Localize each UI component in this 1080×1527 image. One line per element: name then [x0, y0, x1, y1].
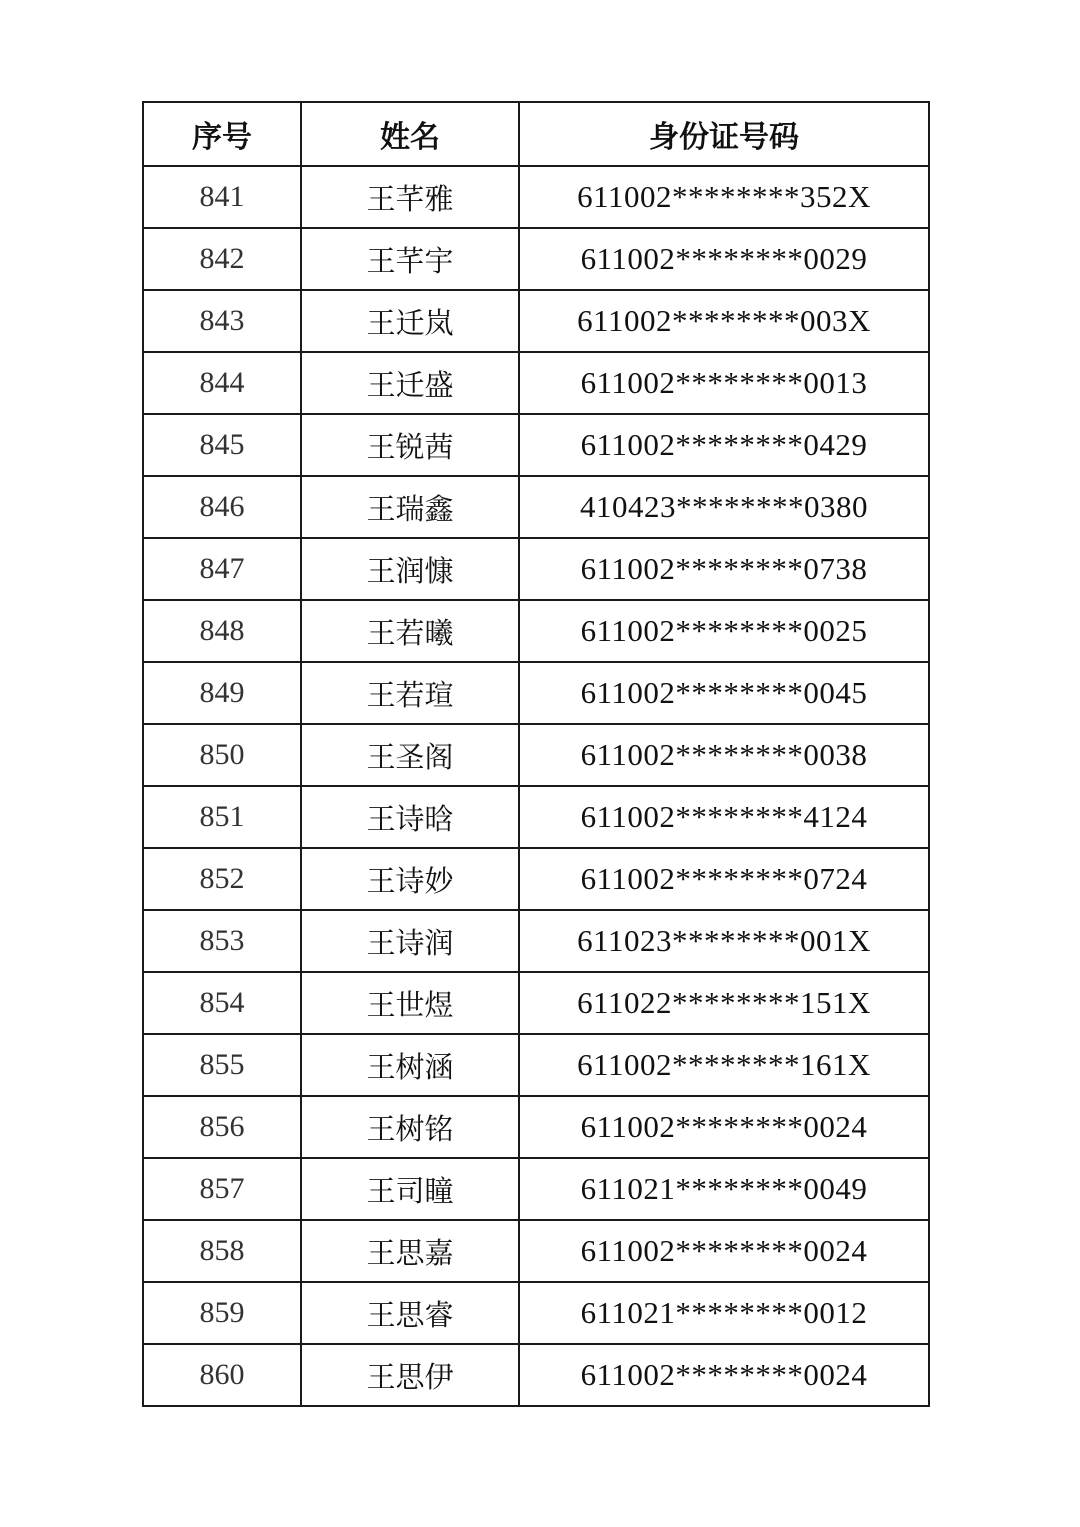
row-id-number: 410423********0380: [519, 476, 929, 538]
row-name: 王锐茜: [301, 414, 519, 476]
row-name: 王世煜: [301, 972, 519, 1034]
table-row: [143, 166, 929, 228]
row-seq: 854: [143, 972, 301, 1034]
row-id-number: 611002********0429: [519, 414, 929, 476]
row-name: 王若瑄: [301, 662, 519, 724]
row-id-number: 611022********151X: [519, 972, 929, 1034]
table-row: [143, 414, 929, 476]
roster-table: [142, 101, 930, 1407]
header-seq: 序号: [143, 102, 301, 166]
row-id-number: 611002********161X: [519, 1034, 929, 1096]
table-row: [143, 476, 929, 538]
row-name: 王迁岚: [301, 290, 519, 352]
row-id-number: 611002********0025: [519, 600, 929, 662]
table-row: [143, 538, 929, 600]
row-id-number: 611023********001X: [519, 910, 929, 972]
row-name: 王圣阁: [301, 724, 519, 786]
row-name: 王司瞳: [301, 1158, 519, 1220]
table-row: [143, 1096, 929, 1158]
row-id-number: 611002********0045: [519, 662, 929, 724]
row-name: 王思睿: [301, 1282, 519, 1344]
row-name: 王芊雅: [301, 166, 519, 228]
roster-sheet: [142, 101, 930, 1407]
table-row: [143, 910, 929, 972]
row-seq: 848: [143, 600, 301, 662]
table-row: [143, 600, 929, 662]
row-id-number: 611002********0024: [519, 1220, 929, 1282]
table-row: [143, 1034, 929, 1096]
row-name: 王思嘉: [301, 1220, 519, 1282]
table-row: [143, 786, 929, 848]
table-row: [143, 848, 929, 910]
row-id-number: 611002********0024: [519, 1096, 929, 1158]
row-seq: 857: [143, 1158, 301, 1220]
table-row: [143, 1282, 929, 1344]
row-name: 王芊宇: [301, 228, 519, 290]
header-id-number: 身份证号码: [519, 102, 929, 166]
row-id-number: 611021********0012: [519, 1282, 929, 1344]
row-seq: 841: [143, 166, 301, 228]
table-row: [143, 1220, 929, 1282]
table-row: [143, 1344, 929, 1406]
row-seq: 860: [143, 1344, 301, 1406]
row-seq: 853: [143, 910, 301, 972]
row-id-number: 611002********0724: [519, 848, 929, 910]
row-seq: 847: [143, 538, 301, 600]
row-seq: 859: [143, 1282, 301, 1344]
row-seq: 858: [143, 1220, 301, 1282]
row-name: 王诗妙: [301, 848, 519, 910]
row-seq: 846: [143, 476, 301, 538]
row-seq: 842: [143, 228, 301, 290]
table-row: [143, 662, 929, 724]
row-name: 王树铭: [301, 1096, 519, 1158]
table-row: [143, 228, 929, 290]
row-id-number: 611002********003X: [519, 290, 929, 352]
row-seq: 855: [143, 1034, 301, 1096]
row-id-number: 611002********0029: [519, 228, 929, 290]
row-seq: 845: [143, 414, 301, 476]
row-name: 王润慷: [301, 538, 519, 600]
row-seq: 850: [143, 724, 301, 786]
header-row: [143, 102, 929, 166]
row-seq: 849: [143, 662, 301, 724]
row-seq: 844: [143, 352, 301, 414]
table-row: [143, 290, 929, 352]
row-name: 王若曦: [301, 600, 519, 662]
row-name: 王思伊: [301, 1344, 519, 1406]
row-seq: 843: [143, 290, 301, 352]
row-id-number: 611002********4124: [519, 786, 929, 848]
row-id-number: 611002********352X: [519, 166, 929, 228]
table-row: [143, 972, 929, 1034]
row-id-number: 611002********0038: [519, 724, 929, 786]
row-seq: 852: [143, 848, 301, 910]
row-seq: 856: [143, 1096, 301, 1158]
row-id-number: 611002********0013: [519, 352, 929, 414]
row-id-number: 611021********0049: [519, 1158, 929, 1220]
table-row: [143, 352, 929, 414]
row-name: 王树涵: [301, 1034, 519, 1096]
table-row: [143, 724, 929, 786]
header-name: 姓名: [301, 102, 519, 166]
row-name: 王瑞鑫: [301, 476, 519, 538]
row-id-number: 611002********0738: [519, 538, 929, 600]
row-name: 王迁盛: [301, 352, 519, 414]
table-row: [143, 1158, 929, 1220]
row-name: 王诗润: [301, 910, 519, 972]
row-name: 王诗晗: [301, 786, 519, 848]
row-seq: 851: [143, 786, 301, 848]
row-id-number: 611002********0024: [519, 1344, 929, 1406]
